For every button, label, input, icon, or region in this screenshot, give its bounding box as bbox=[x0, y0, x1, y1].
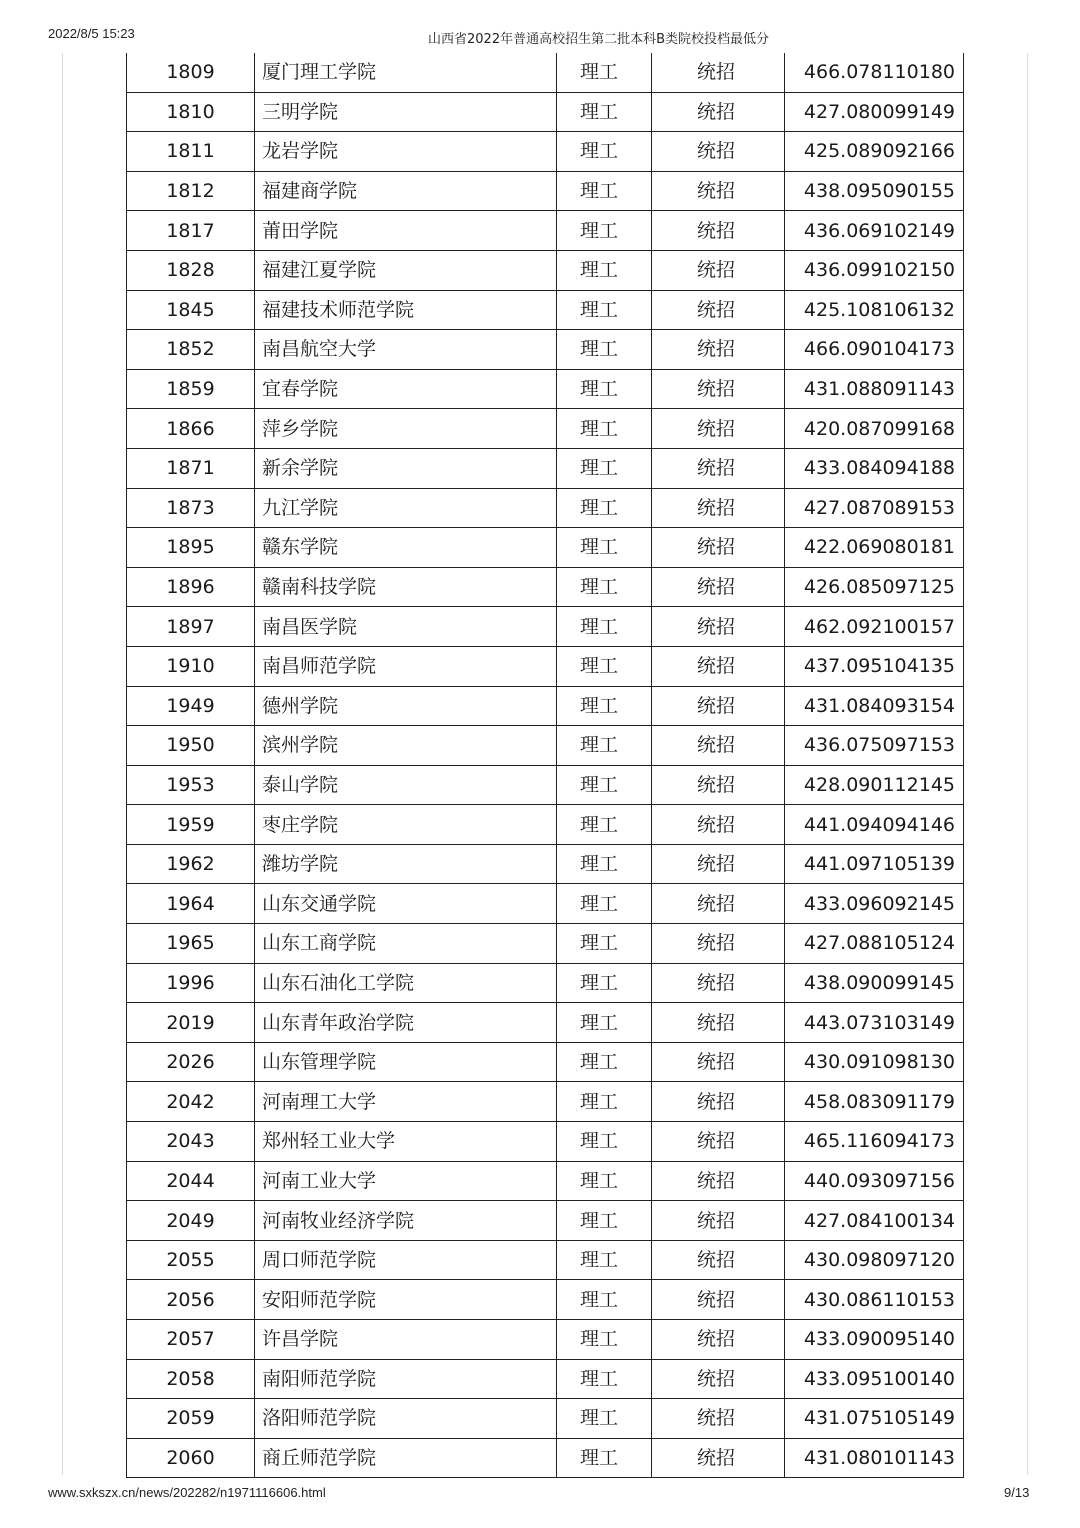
school-code-cell: 1845 bbox=[127, 290, 255, 330]
admission-batch-cell: 统招 bbox=[652, 924, 785, 964]
admission-batch-cell: 统招 bbox=[652, 1082, 785, 1122]
min-score-cell: 422.069080181 bbox=[785, 528, 964, 568]
min-score-cell: 443.073103149 bbox=[785, 1003, 964, 1043]
table-row bbox=[127, 1438, 964, 1478]
school-name-cell: 山东工商学院 bbox=[255, 924, 557, 964]
admission-batch-cell: 统招 bbox=[652, 250, 785, 290]
min-score-cell: 420.087099168 bbox=[785, 409, 964, 449]
subject-type-cell: 理工 bbox=[557, 171, 652, 211]
table-row bbox=[127, 1042, 964, 1082]
min-score-cell: 427.088105124 bbox=[785, 924, 964, 964]
print-header bbox=[0, 26, 1080, 46]
page-frame-left bbox=[62, 53, 63, 1475]
school-code-cell: 1852 bbox=[127, 330, 255, 370]
admission-batch-cell: 统招 bbox=[652, 1399, 785, 1439]
admission-batch-cell: 统招 bbox=[652, 132, 785, 172]
subject-type-cell: 理工 bbox=[557, 1280, 652, 1320]
school-name-cell: 三明学院 bbox=[255, 92, 557, 132]
admission-batch-cell: 统招 bbox=[652, 567, 785, 607]
admission-batch-cell: 统招 bbox=[652, 1320, 785, 1360]
table-row bbox=[127, 1082, 964, 1122]
school-code-cell: 1949 bbox=[127, 686, 255, 726]
school-code-cell: 1965 bbox=[127, 924, 255, 964]
document-title: 山西省2022年普通高校招生第二批本科B类院校投档最低分 bbox=[428, 32, 770, 47]
school-name-cell: 滨州学院 bbox=[255, 726, 557, 766]
school-code-cell: 1950 bbox=[127, 726, 255, 766]
school-code-cell: 1895 bbox=[127, 528, 255, 568]
table-row bbox=[127, 211, 964, 251]
admission-batch-cell: 统招 bbox=[652, 53, 785, 92]
subject-type-cell: 理工 bbox=[557, 963, 652, 1003]
subject-type-cell: 理工 bbox=[557, 448, 652, 488]
min-score-cell: 431.080101143 bbox=[785, 1438, 964, 1478]
school-code-cell: 1859 bbox=[127, 369, 255, 409]
min-score-cell: 436.069102149 bbox=[785, 211, 964, 251]
min-score-cell: 441.097105139 bbox=[785, 844, 964, 884]
subject-type-cell: 理工 bbox=[557, 1082, 652, 1122]
table-row bbox=[127, 646, 964, 686]
table-row bbox=[127, 1280, 964, 1320]
school-name-cell: 河南理工大学 bbox=[255, 1082, 557, 1122]
min-score-cell: 441.094094146 bbox=[785, 805, 964, 845]
table-row bbox=[127, 1201, 964, 1241]
admission-batch-cell: 统招 bbox=[652, 844, 785, 884]
school-code-cell: 2043 bbox=[127, 1122, 255, 1162]
admission-batch-cell: 统招 bbox=[652, 171, 785, 211]
print-footer bbox=[0, 1485, 1080, 1503]
school-name-cell: 洛阳师范学院 bbox=[255, 1399, 557, 1439]
min-score-cell: 426.085097125 bbox=[785, 567, 964, 607]
subject-type-cell: 理工 bbox=[557, 488, 652, 528]
subject-type-cell: 理工 bbox=[557, 765, 652, 805]
school-code-cell: 2026 bbox=[127, 1042, 255, 1082]
subject-type-cell: 理工 bbox=[557, 369, 652, 409]
subject-type-cell: 理工 bbox=[557, 1438, 652, 1478]
school-code-cell: 2057 bbox=[127, 1320, 255, 1360]
school-name-cell: 许昌学院 bbox=[255, 1320, 557, 1360]
table-row bbox=[127, 884, 964, 924]
min-score-cell: 436.099102150 bbox=[785, 250, 964, 290]
school-code-cell: 2056 bbox=[127, 1280, 255, 1320]
min-score-cell: 431.075105149 bbox=[785, 1399, 964, 1439]
admission-batch-cell: 统招 bbox=[652, 607, 785, 647]
school-code-cell: 1964 bbox=[127, 884, 255, 924]
subject-type-cell: 理工 bbox=[557, 250, 652, 290]
min-score-cell: 430.091098130 bbox=[785, 1042, 964, 1082]
table-row bbox=[127, 369, 964, 409]
admission-batch-cell: 统招 bbox=[652, 92, 785, 132]
subject-type-cell: 理工 bbox=[557, 528, 652, 568]
school-code-cell: 2055 bbox=[127, 1240, 255, 1280]
min-score-cell: 437.095104135 bbox=[785, 646, 964, 686]
school-name-cell: 河南牧业经济学院 bbox=[255, 1201, 557, 1241]
school-code-cell: 1962 bbox=[127, 844, 255, 884]
school-name-cell: 南昌医学院 bbox=[255, 607, 557, 647]
school-code-cell: 1812 bbox=[127, 171, 255, 211]
school-code-cell: 1811 bbox=[127, 132, 255, 172]
table-row bbox=[127, 409, 964, 449]
min-score-cell: 466.090104173 bbox=[785, 330, 964, 370]
min-score-cell: 438.095090155 bbox=[785, 171, 964, 211]
min-score-cell: 433.095100140 bbox=[785, 1359, 964, 1399]
min-score-cell: 430.098097120 bbox=[785, 1240, 964, 1280]
table-row bbox=[127, 726, 964, 766]
table-row bbox=[127, 92, 964, 132]
school-name-cell: 赣东学院 bbox=[255, 528, 557, 568]
subject-type-cell: 理工 bbox=[557, 607, 652, 647]
table-row bbox=[127, 1161, 964, 1201]
table-row bbox=[127, 607, 964, 647]
admission-batch-cell: 统招 bbox=[652, 1161, 785, 1201]
min-score-cell: 425.089092166 bbox=[785, 132, 964, 172]
min-score-cell: 431.084093154 bbox=[785, 686, 964, 726]
subject-type-cell: 理工 bbox=[557, 1201, 652, 1241]
subject-type-cell: 理工 bbox=[557, 1042, 652, 1082]
subject-type-cell: 理工 bbox=[557, 409, 652, 449]
admission-batch-cell: 统招 bbox=[652, 1240, 785, 1280]
table-row bbox=[127, 53, 964, 92]
admission-batch-cell: 统招 bbox=[652, 646, 785, 686]
table-row bbox=[127, 963, 964, 1003]
school-name-cell: 莆田学院 bbox=[255, 211, 557, 251]
table-row bbox=[127, 250, 964, 290]
subject-type-cell: 理工 bbox=[557, 646, 652, 686]
admission-batch-cell: 统招 bbox=[652, 686, 785, 726]
school-name-cell: 枣庄学院 bbox=[255, 805, 557, 845]
admission-score-table bbox=[126, 53, 964, 1478]
table-row bbox=[127, 171, 964, 211]
subject-type-cell: 理工 bbox=[557, 330, 652, 370]
min-score-cell: 433.090095140 bbox=[785, 1320, 964, 1360]
table-row bbox=[127, 1320, 964, 1360]
school-name-cell: 河南工业大学 bbox=[255, 1161, 557, 1201]
school-name-cell: 安阳师范学院 bbox=[255, 1280, 557, 1320]
school-name-cell: 山东交通学院 bbox=[255, 884, 557, 924]
table-row bbox=[127, 1240, 964, 1280]
table-row bbox=[127, 1003, 964, 1043]
subject-type-cell: 理工 bbox=[557, 844, 652, 884]
min-score-cell: 436.075097153 bbox=[785, 726, 964, 766]
min-score-cell: 427.080099149 bbox=[785, 92, 964, 132]
subject-type-cell: 理工 bbox=[557, 1320, 652, 1360]
admission-batch-cell: 统招 bbox=[652, 884, 785, 924]
admission-batch-cell: 统招 bbox=[652, 1003, 785, 1043]
school-code-cell: 1910 bbox=[127, 646, 255, 686]
school-name-cell: 山东管理学院 bbox=[255, 1042, 557, 1082]
school-name-cell: 萍乡学院 bbox=[255, 409, 557, 449]
subject-type-cell: 理工 bbox=[557, 1399, 652, 1439]
admission-batch-cell: 统招 bbox=[652, 488, 785, 528]
school-name-cell: 新余学院 bbox=[255, 448, 557, 488]
min-score-cell: 433.096092145 bbox=[785, 884, 964, 924]
school-code-cell: 2019 bbox=[127, 1003, 255, 1043]
school-code-cell: 1873 bbox=[127, 488, 255, 528]
min-score-cell: 433.084094188 bbox=[785, 448, 964, 488]
admission-batch-cell: 统招 bbox=[652, 1438, 785, 1478]
table-row bbox=[127, 488, 964, 528]
subject-type-cell: 理工 bbox=[557, 1359, 652, 1399]
school-code-cell: 1959 bbox=[127, 805, 255, 845]
table-row bbox=[127, 132, 964, 172]
school-code-cell: 1871 bbox=[127, 448, 255, 488]
admission-batch-cell: 统招 bbox=[652, 963, 785, 1003]
school-code-cell: 2044 bbox=[127, 1161, 255, 1201]
school-name-cell: 南昌航空大学 bbox=[255, 330, 557, 370]
table-row bbox=[127, 567, 964, 607]
page-url[interactable]: www.sxkszx.cn/news/202282/n1971116606.html bbox=[48, 1485, 326, 1500]
min-score-cell: 466.078110180 bbox=[785, 53, 964, 92]
table-row bbox=[127, 1399, 964, 1439]
table-row bbox=[127, 686, 964, 726]
school-name-cell: 德州学院 bbox=[255, 686, 557, 726]
table-row bbox=[127, 1359, 964, 1399]
school-name-cell: 商丘师范学院 bbox=[255, 1438, 557, 1478]
school-name-cell: 宜春学院 bbox=[255, 369, 557, 409]
subject-type-cell: 理工 bbox=[557, 805, 652, 845]
table-row bbox=[127, 290, 964, 330]
school-name-cell: 郑州轻工业大学 bbox=[255, 1122, 557, 1162]
min-score-cell: 428.090112145 bbox=[785, 765, 964, 805]
admission-batch-cell: 统招 bbox=[652, 369, 785, 409]
min-score-cell: 438.090099145 bbox=[785, 963, 964, 1003]
table-row bbox=[127, 448, 964, 488]
table-row bbox=[127, 924, 964, 964]
school-code-cell: 2060 bbox=[127, 1438, 255, 1478]
school-name-cell: 龙岩学院 bbox=[255, 132, 557, 172]
table-row bbox=[127, 1122, 964, 1162]
subject-type-cell: 理工 bbox=[557, 1240, 652, 1280]
school-code-cell: 1953 bbox=[127, 765, 255, 805]
admission-batch-cell: 统招 bbox=[652, 290, 785, 330]
table-row bbox=[127, 330, 964, 370]
subject-type-cell: 理工 bbox=[557, 53, 652, 92]
school-name-cell: 周口师范学院 bbox=[255, 1240, 557, 1280]
school-name-cell: 福建技术师范学院 bbox=[255, 290, 557, 330]
school-name-cell: 潍坊学院 bbox=[255, 844, 557, 884]
min-score-cell: 440.093097156 bbox=[785, 1161, 964, 1201]
school-code-cell: 1817 bbox=[127, 211, 255, 251]
subject-type-cell: 理工 bbox=[557, 1122, 652, 1162]
school-name-cell: 南阳师范学院 bbox=[255, 1359, 557, 1399]
school-name-cell: 福建商学院 bbox=[255, 171, 557, 211]
subject-type-cell: 理工 bbox=[557, 726, 652, 766]
subject-type-cell: 理工 bbox=[557, 1161, 652, 1201]
school-code-cell: 2058 bbox=[127, 1359, 255, 1399]
admission-batch-cell: 统招 bbox=[652, 726, 785, 766]
school-name-cell: 山东青年政治学院 bbox=[255, 1003, 557, 1043]
min-score-cell: 462.092100157 bbox=[785, 607, 964, 647]
table-row bbox=[127, 805, 964, 845]
subject-type-cell: 理工 bbox=[557, 290, 652, 330]
table-row bbox=[127, 528, 964, 568]
school-name-cell: 山东石油化工学院 bbox=[255, 963, 557, 1003]
min-score-cell: 427.084100134 bbox=[785, 1201, 964, 1241]
subject-type-cell: 理工 bbox=[557, 1003, 652, 1043]
school-code-cell: 2042 bbox=[127, 1082, 255, 1122]
page-frame-right bbox=[1027, 53, 1028, 1475]
page-number: 9/13 bbox=[1004, 1485, 1030, 1500]
school-code-cell: 1809 bbox=[127, 53, 255, 92]
admission-batch-cell: 统招 bbox=[652, 409, 785, 449]
school-code-cell: 2049 bbox=[127, 1201, 255, 1241]
score-table-body bbox=[127, 53, 964, 1478]
table-row bbox=[127, 844, 964, 884]
school-code-cell: 1897 bbox=[127, 607, 255, 647]
admission-batch-cell: 统招 bbox=[652, 330, 785, 370]
subject-type-cell: 理工 bbox=[557, 924, 652, 964]
admission-batch-cell: 统招 bbox=[652, 1280, 785, 1320]
admission-batch-cell: 统招 bbox=[652, 448, 785, 488]
admission-batch-cell: 统招 bbox=[652, 1042, 785, 1082]
subject-type-cell: 理工 bbox=[557, 567, 652, 607]
school-code-cell: 1996 bbox=[127, 963, 255, 1003]
subject-type-cell: 理工 bbox=[557, 686, 652, 726]
table-row bbox=[127, 765, 964, 805]
subject-type-cell: 理工 bbox=[557, 211, 652, 251]
admission-batch-cell: 统招 bbox=[652, 211, 785, 251]
min-score-cell: 425.108106132 bbox=[785, 290, 964, 330]
admission-batch-cell: 统招 bbox=[652, 1201, 785, 1241]
admission-batch-cell: 统招 bbox=[652, 765, 785, 805]
min-score-cell: 431.088091143 bbox=[785, 369, 964, 409]
school-code-cell: 1866 bbox=[127, 409, 255, 449]
school-name-cell: 南昌师范学院 bbox=[255, 646, 557, 686]
school-code-cell: 1896 bbox=[127, 567, 255, 607]
school-name-cell: 泰山学院 bbox=[255, 765, 557, 805]
subject-type-cell: 理工 bbox=[557, 884, 652, 924]
admission-batch-cell: 统招 bbox=[652, 528, 785, 568]
school-code-cell: 1828 bbox=[127, 250, 255, 290]
subject-type-cell: 理工 bbox=[557, 92, 652, 132]
subject-type-cell: 理工 bbox=[557, 132, 652, 172]
min-score-cell: 458.083091179 bbox=[785, 1082, 964, 1122]
school-code-cell: 1810 bbox=[127, 92, 255, 132]
school-name-cell: 九江学院 bbox=[255, 488, 557, 528]
min-score-cell: 430.086110153 bbox=[785, 1280, 964, 1320]
print-datetime: 2022/8/5 15:23 bbox=[48, 26, 135, 41]
school-name-cell: 赣南科技学院 bbox=[255, 567, 557, 607]
min-score-cell: 427.087089153 bbox=[785, 488, 964, 528]
admission-batch-cell: 统招 bbox=[652, 1122, 785, 1162]
school-code-cell: 2059 bbox=[127, 1399, 255, 1439]
admission-batch-cell: 统招 bbox=[652, 805, 785, 845]
admission-batch-cell: 统招 bbox=[652, 1359, 785, 1399]
school-name-cell: 福建江夏学院 bbox=[255, 250, 557, 290]
min-score-cell: 465.116094173 bbox=[785, 1122, 964, 1162]
school-name-cell: 厦门理工学院 bbox=[255, 53, 557, 92]
